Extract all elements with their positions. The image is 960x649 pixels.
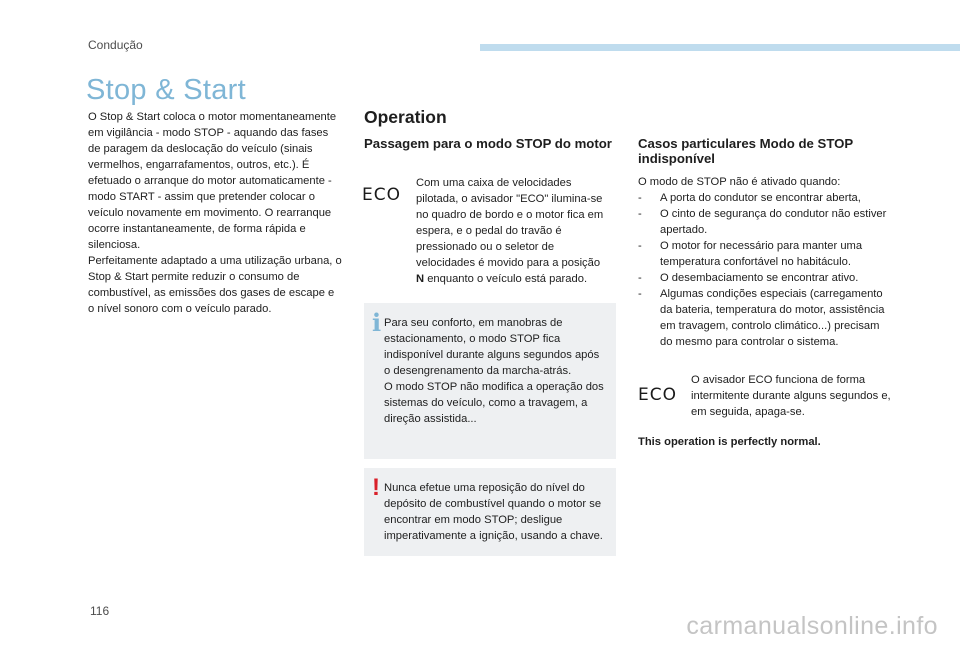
section-label: Condução xyxy=(88,38,143,52)
normal-operation-note: This operation is perfectly normal. xyxy=(638,436,821,448)
page-title: Stop & Start xyxy=(86,74,246,106)
warning-note xyxy=(364,468,616,556)
intro-paragraph-1: O Stop & Start coloca o motor momentaneamente em vigilância - modo STOP - aquando das fases de paragem da deslocação do veículo (sinais vermelhos, engarrafamentos, outros, etc.). É efetuado o arranque do motor automaticamente - modo START - assim que pretender colocar o veículo novamente em movimento. O rearranque ocorre instantaneamente, de forma rápida e silenciosa. xyxy=(88,111,337,251)
list-item: - O motor for necessário para manter uma temperatura confortável no habitáculo. xyxy=(638,238,888,270)
list-item: - A porta do condutor se encontrar aberta, xyxy=(638,190,888,206)
list-item: - O desembaciamento se encontrar ativo. xyxy=(638,270,888,286)
watermark: carmanualsonline.info xyxy=(686,612,938,640)
unavailable-intro: O modo de STOP não é ativado quando: xyxy=(638,176,841,188)
stop-mode-heading: Passagem para o modo STOP do motor xyxy=(364,136,612,151)
operation-heading: Operation xyxy=(364,107,447,127)
gear-position-n: N xyxy=(416,273,425,285)
intro-paragraph-2: Perfeitamente adaptado a uma utilização urbana, o Stop & Start permite reduzir o consumo de combustível, as emissões dos gases de escape e o nível sonoro com o veículo parado. xyxy=(88,255,342,315)
page-number: 116 xyxy=(90,604,110,618)
info-icon: i xyxy=(372,308,382,337)
info-note-text xyxy=(384,315,606,427)
info-note-paragraph-1: Para seu conforto, em manobras de estacionamento, o modo STOP fica indisponível durante alguns segundos após o desengrenamento da marcha-atrás. xyxy=(384,317,600,377)
list-item: - O cinto de segurança do condutor não estiver apertado. xyxy=(638,206,888,238)
warning-icon: ! xyxy=(372,474,380,501)
eco-blink-icon: ECO xyxy=(638,385,677,405)
warning-note-text: Nunca efetue uma reposição do nível do depósito de combustível quando o motor se encontrar em modo STOP; desligue imperativamente a ignição, usando a chave. xyxy=(384,482,603,542)
eco-indicator-icon: ECO xyxy=(362,185,401,205)
unavailable-list xyxy=(638,190,888,350)
unavailable-heading: Casos particulares Modo de STOP indisponível xyxy=(638,136,853,166)
info-note xyxy=(364,303,616,459)
header-bar xyxy=(480,44,960,51)
stop-mode-description xyxy=(416,175,606,287)
list-item: - Algumas condições especiais (carregamento da bateria, temperatura do motor, assistência em travagem, controlo climático...) precisam do mesmo para controlar o sistema. xyxy=(638,286,888,350)
intro-column xyxy=(88,109,343,317)
stop-mode-text-before: Com uma caixa de velocidades pilotada, o avisador "ECO" ilumina-se no quadro de bordo e o motor fica em espera, e o pedal do travão é pressionado ou o seletor de velocidades é movido para a posição xyxy=(416,177,604,269)
stop-mode-text-after: enquanto o veículo está parado. xyxy=(424,273,588,285)
info-note-paragraph-2: O modo STOP não modifica a operação dos sistemas do veículo, como a travagem, a direção assistida... xyxy=(384,381,604,425)
eco-blink-description: O avisador ECO funciona de forma intermitente durante alguns segundos e, em seguida, apaga-se. xyxy=(691,374,891,418)
